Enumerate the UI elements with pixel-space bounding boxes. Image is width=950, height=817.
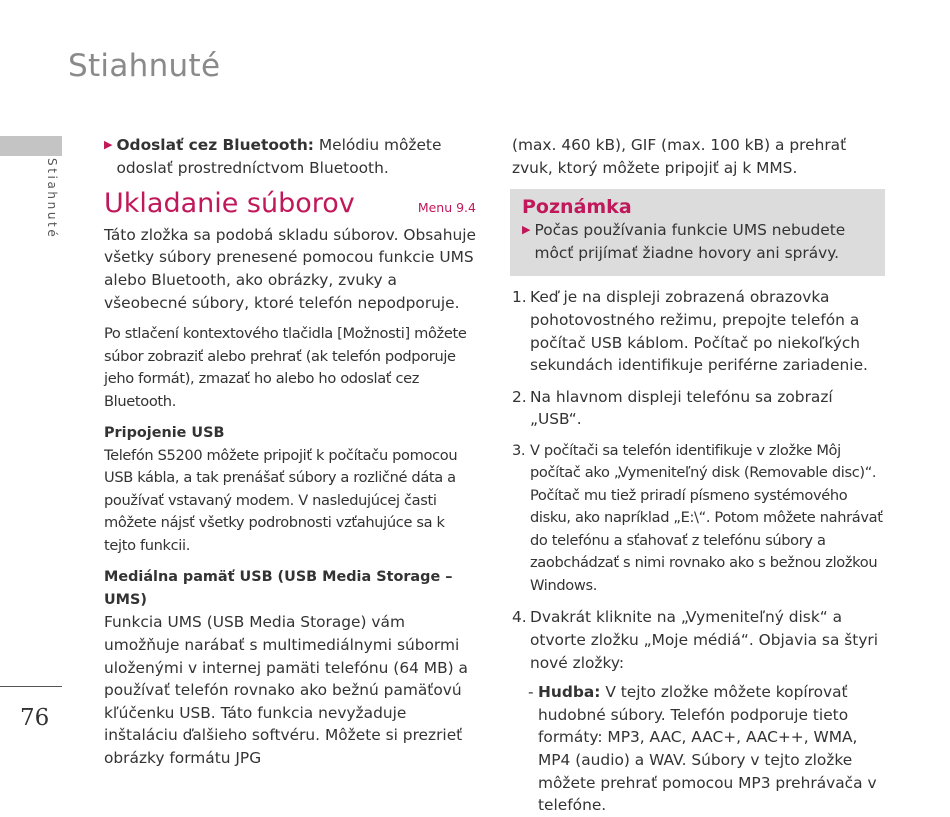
list-item: [512, 606, 885, 674]
left-column: [104, 134, 476, 770]
list-item: [512, 286, 885, 376]
side-tab-marker: [0, 136, 62, 156]
sub-item-text: V tejto zložke môžete kopírovať hudobné súbory. Telefón podporuje tieto formáty: MP3, AAC, AAC+, AAC++, WMA, MP4 (audio) a WAV. Súbory v tejto zložke môžete prehrať pomocou MP3 prehrávača v telefóne.: [538, 683, 877, 815]
options-paragraph: Po stlačení kontextového tlačidla [Možnosti] môžete súbor zobraziť alebo prehrať (ak telefón podporuje jeho formát), zmazať ho alebo ho odoslať cez Bluetooth.: [104, 325, 467, 410]
list-item: [512, 440, 885, 598]
sub-list-item: [528, 681, 885, 817]
bullet-text: Melódiu môžete odoslať prostredníctvom Bluetooth.: [116, 136, 442, 177]
step-number: 1.: [512, 288, 527, 307]
side-section-label: Stiahnuté: [45, 158, 59, 240]
page-number: 76: [20, 705, 50, 731]
arrow-right-icon: ▶: [522, 223, 531, 237]
section-title: Ukladanie súborov: [104, 188, 355, 220]
note-title: Poznámka: [522, 196, 632, 219]
list-item: [512, 386, 885, 431]
step-number: 4.: [512, 608, 527, 627]
intro-paragraph: Táto zložka sa podobá skladu súborov. Obsahuje všetky súbory prenesené pomocou funkcie UMS alebo Bluetooth, ako obrázky, zvuky a všeobecné súbory, ktoré telefón nepodporuje.: [104, 225, 476, 312]
step-text: Dvakrát kliknite na „Vymeniteľný disk“ a otvorte zložku „Moje médiá“. Objavia sa štyri nové zložky:: [530, 608, 879, 672]
bullet-bold: Odoslať cez Bluetooth:: [116, 136, 314, 154]
step-number: 3.: [512, 441, 526, 459]
menu-reference: Menu 9.4: [417, 200, 476, 216]
step-number: 2.: [512, 387, 527, 406]
usb-paragraph: Telefón S5200 môžete pripojiť k počítaču pomocou USB kábla, a tak prenášať súbory a rozličné dáta a používať vstavaný modem. V nasledujúcej časti môžete nájsť všetky podrobnosti vzťahujúce sa k tejto funkcii.: [104, 446, 458, 554]
note-box: [510, 189, 885, 276]
step-text: Keď je na displeji zobrazená obrazovka pohotovostného režimu, prepojte telefón a počítač USB káblom. Počítač po niekoľkých sekundách identifikuje periférne zariadenie.: [530, 288, 868, 375]
steps-list: [512, 286, 885, 816]
step-text: Na hlavnom displeji telefónu sa zobrazí „USB“.: [530, 387, 833, 429]
arrow-right-icon: ▶: [104, 138, 113, 151]
note-bullet: [522, 219, 875, 264]
section-heading: [104, 188, 476, 220]
continuation-paragraph: (max. 460 kB), GIF (max. 100 kB) a prehrať zvuk, ktorý môžete pripojiť aj k MMS.: [512, 136, 847, 177]
page-title: Stiahnuté: [68, 48, 221, 84]
bluetooth-bullet: [104, 134, 476, 179]
right-column: [512, 134, 885, 817]
ums-paragraph: Funkcia UMS (USB Media Storage) vám umožňuje narábať s multimediálnymi súbormi uloženými v internej pamäti telefónu (64 MB) a používať telefón rovnako ako bežnú pamäťovú kľúčenku USB. Táto funkcia nevyžaduje inštaláciu ďalšieho softvéru. Môžete si prezrieť obrázky formátu JPG: [104, 613, 468, 767]
usb-heading: Pripojenie USB: [104, 425, 225, 442]
step-text: V počítači sa telefón identifikuje v zložke Môj počítač ako „Vymeniteľný disk (Removable disc)“. Počítač mu tiež priradí písmeno systémového disku, ako napríklad „E:\“. Potom môžete nahrávať do telefónu a sťahovať z telefónu súbory a zaobchádzať s nimi rovnako ako s bežnou zložkou Windows.: [530, 441, 883, 594]
note-text: Počas používania funkcie UMS nebudete môcť prijímať žiadne hovory ani správy.: [534, 221, 846, 262]
sub-item-bold: Hudba:: [538, 683, 601, 702]
ums-heading: Mediálna pamäť USB (USB Media Storage – UMS): [104, 569, 453, 608]
dash-marker: -: [528, 683, 534, 702]
footer-rule: [0, 686, 62, 687]
